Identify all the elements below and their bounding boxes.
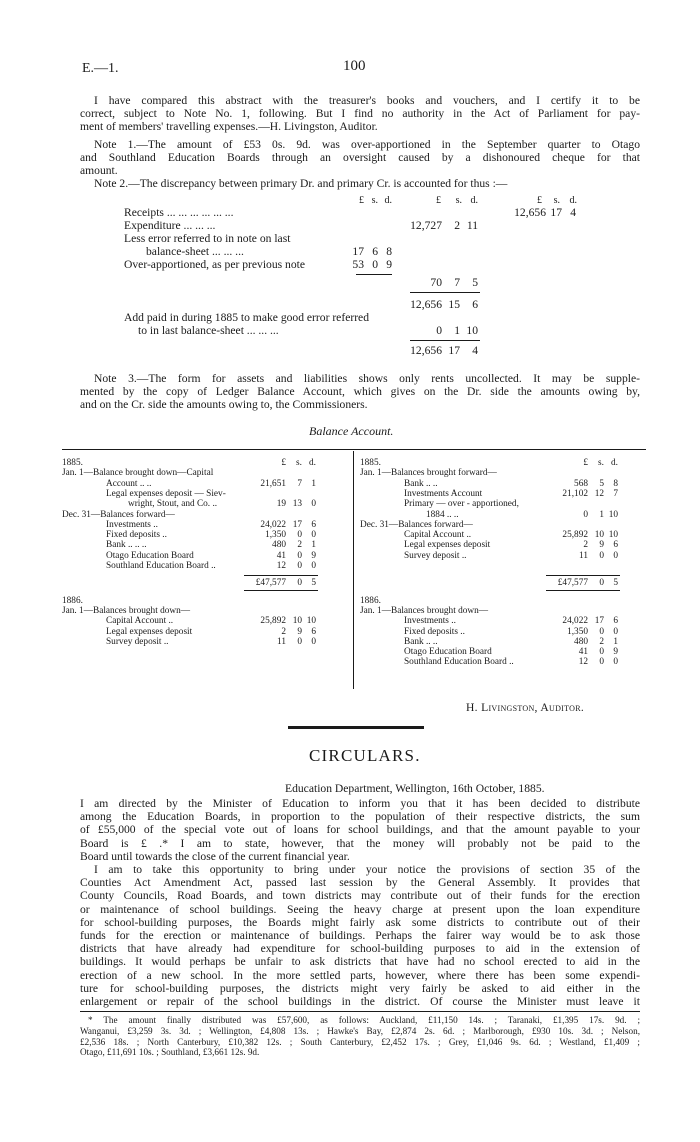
signature-text: H. Livingston, Auditor. xyxy=(466,701,585,714)
ledger-row xyxy=(62,616,349,626)
amount-shillings: 0 xyxy=(297,636,302,647)
ledger-row xyxy=(62,458,349,468)
col-pounds: £ xyxy=(436,195,441,206)
amount-shillings: 17 xyxy=(448,344,460,357)
entry-label: Otago Education Board xyxy=(404,647,492,658)
amount-shillings: 10 xyxy=(594,530,604,541)
ledger-row xyxy=(62,596,349,606)
paragraph-line: I am directed by the Minister of Education to inform you that it has been decided to distribute xyxy=(80,797,640,810)
amount-pence: 6 xyxy=(472,298,478,311)
amount-shillings: 6 xyxy=(372,245,378,258)
col-shillings: s. xyxy=(371,195,378,206)
ledger-rule xyxy=(244,575,318,576)
amount-pounds: £47,577 xyxy=(255,578,286,589)
amount-shillings: 2 xyxy=(454,219,460,232)
ledger-row xyxy=(360,540,646,550)
paragraph-line: for school-building purposes, the Boards might fairly ask some districts to contribute out of their xyxy=(80,915,640,929)
paragraph-line: I am to take this opportunity to bring under your notice the provisions of section 35 of the xyxy=(94,863,640,876)
entry-label: Investments Account xyxy=(404,488,483,499)
amount-pounds: 21,651 xyxy=(260,478,286,489)
paragraph-line: and on the Cr. side the amounts owing to, the Commissioners. xyxy=(80,398,368,412)
amount-shillings: 10 xyxy=(292,616,302,627)
paragraph-line: I have compared this abstract with the treasurer's books and vouchers, and I certify it to be xyxy=(94,94,640,107)
paragraph-line: buildings. It would perhaps be unfair to ask districts that have had no school erected to aid in the xyxy=(80,955,640,969)
row-label: Add paid in during 1885 to make good error referred xyxy=(124,311,370,324)
amount-pence: 9 xyxy=(386,258,392,271)
amount-shillings: 7 xyxy=(297,478,302,489)
circular-paragraph-1 xyxy=(80,797,640,863)
amount-pounds: 568 xyxy=(574,478,588,489)
ledger-row xyxy=(62,530,349,540)
amount-shillings: 17 xyxy=(292,519,302,530)
amount-pence: 1 xyxy=(311,478,316,489)
entry-label: 1886. xyxy=(360,595,381,606)
amount-shillings: 12 xyxy=(594,488,604,499)
col-pounds: £ xyxy=(359,195,364,206)
amount-pence: 8 xyxy=(386,245,392,258)
entry-label: wright, Stout, and Co. .. xyxy=(128,499,218,510)
amount-shillings: 0 xyxy=(297,530,302,541)
ledger-row xyxy=(360,551,646,561)
amount-shillings: 9 xyxy=(297,626,302,637)
less-error-row xyxy=(124,232,290,245)
ledger-total xyxy=(360,578,646,588)
amount-shillings: s. xyxy=(296,458,302,468)
section-divider xyxy=(288,726,424,729)
ledger-row xyxy=(360,647,646,657)
footnote-line: Wanganui, £3,259 3s. 3d. ; Wellington, £4,808 13s. ; Hawke's Bay, £2,874 2s. 6d. ; Marlborough, £930 10s. 3d. ; Nelson, xyxy=(80,1025,640,1036)
circulars-heading: CIRCULARS. xyxy=(309,746,421,765)
amount-pence: 0 xyxy=(613,626,618,637)
amount-pence: 0 xyxy=(311,499,316,510)
col-pence: d. xyxy=(569,195,577,206)
receipts-row xyxy=(124,206,644,219)
entry-label: Bank .. .. .. xyxy=(106,540,147,551)
entry-label: Bank .. .. xyxy=(404,636,438,647)
row-label: Expenditure ... ... ... xyxy=(124,219,216,232)
amount-pence: 4 xyxy=(472,344,478,357)
amount-shillings: 1 xyxy=(599,509,604,520)
row-label: Over-apportioned, as per previous note xyxy=(124,258,306,271)
amount-pounds: 24,022 xyxy=(260,519,286,530)
paragraph-line: Counties Act Amendment Act, passed last session by the General Assembly. It provides that xyxy=(80,876,640,890)
paragraph-line: ment of members' travelling expenses.—H. Livingston, Auditor. xyxy=(80,120,378,134)
footnote-line: * The amount finally distributed was £57,600, as follows: Auckland, £11,150 14s. ; Taranaki, £1,395 17s. 9d. ; xyxy=(88,1015,640,1025)
amount-shillings: 17 xyxy=(594,616,604,627)
amount-pence: 0 xyxy=(311,636,316,647)
amount-pence: 6 xyxy=(613,540,618,551)
ledger-row xyxy=(360,479,646,489)
paragraph-line: funds for the erection or maintenance of buildings. Perhaps the fairer way would be to ask those xyxy=(80,928,640,942)
amount-shillings: 0 xyxy=(599,550,604,561)
ledger-rule xyxy=(546,575,620,576)
entry-label: Legal expenses deposit — Siev- xyxy=(106,488,226,499)
paragraph-line: or maintenance of school buildings. Seeing the heavy charge at present upon the loan expenditure xyxy=(80,902,640,916)
amount-pounds: 25,892 xyxy=(260,616,286,627)
note-2-calculation xyxy=(124,194,644,364)
ledger-rule xyxy=(546,590,620,591)
note-2-intro xyxy=(80,177,640,190)
col-pounds: £ xyxy=(537,195,542,206)
amount-pounds: 17 xyxy=(352,245,364,258)
amount-pounds: 0 xyxy=(436,324,442,337)
paragraph-line: districts that have already had expenditure for school-building purposes to aid in the extension of xyxy=(80,942,640,956)
amount-pounds: 12,727 xyxy=(410,219,442,232)
ledger-row xyxy=(62,561,349,571)
ledger-row xyxy=(360,499,646,509)
subtotal-row xyxy=(124,276,644,289)
amount-pence: 8 xyxy=(613,478,618,489)
amount-pence: 5 xyxy=(613,578,618,589)
paragraph-line: Note 3.—The form for assets and liabilities shows only rents uncollected. It may be supple- xyxy=(94,372,640,385)
amount-pence: 10 xyxy=(306,616,316,627)
row-label: to in last balance-sheet ... ... ... xyxy=(138,324,279,337)
expenditure-row xyxy=(124,219,644,232)
entry-label: Fixed deposits .. xyxy=(404,626,465,637)
ledger-row xyxy=(62,489,349,499)
entry-label: Capital Account .. xyxy=(404,530,472,541)
paragraph-line: ture for school-building purposes, the districts might very fairly be asked to aid either in the xyxy=(80,981,640,995)
amount-pounds: 480 xyxy=(574,636,588,647)
amount-pounds: 1,350 xyxy=(567,626,588,637)
amount-pounds: £ xyxy=(583,458,588,468)
entry-label: Jan. 1—Balances brought down— xyxy=(360,605,489,616)
amount-pounds: 12 xyxy=(578,657,588,668)
sum-rule xyxy=(356,274,392,275)
amount-pence: 5 xyxy=(311,578,316,589)
col-pence: d. xyxy=(470,195,478,206)
paragraph-line: among the Education Boards, in proportion to the population of their respective districts, the sum xyxy=(80,810,640,824)
footnote-line: Otago, £11,691 10s. ; Southland, £3,661 12s. 9d. xyxy=(80,1047,260,1058)
amount-shillings: 0 xyxy=(599,578,604,589)
paragraph-line: County Councils, Road Boards, and town districts may contribute out of their funds for the erection xyxy=(80,889,640,903)
ledger-row xyxy=(360,458,646,468)
amount-pence: 1 xyxy=(613,636,618,647)
entry-label: Account .. .. xyxy=(106,478,152,489)
ledger-row xyxy=(360,637,646,647)
ledger-row xyxy=(62,606,349,616)
ledger-rule xyxy=(244,590,318,591)
amount-shillings: 2 xyxy=(599,636,604,647)
ledger-row xyxy=(360,606,646,616)
amount-shillings: 13 xyxy=(292,499,302,510)
ledger-row xyxy=(360,657,646,667)
paragraph-line: Board is £ .* I am to state, however, that the money will probably not be paid to the xyxy=(80,836,640,850)
entry-label: 1885. xyxy=(360,458,381,468)
note-1 xyxy=(80,138,640,178)
amount-shillings: 2 xyxy=(297,540,302,551)
amount-pence: 6 xyxy=(311,626,316,637)
ledger-row xyxy=(62,627,349,637)
ledger-row xyxy=(62,551,349,561)
balance-account-title: Balance Account. xyxy=(309,424,394,438)
amount-shillings: 5 xyxy=(599,478,604,489)
row-label: Less error referred to in note on last xyxy=(124,232,291,245)
sum-rule xyxy=(410,292,480,293)
amount-pence: 9 xyxy=(311,550,316,561)
amount-pence: 0 xyxy=(311,561,316,571)
amount-pence: 6 xyxy=(613,616,618,627)
amount-pounds: 12,656 xyxy=(514,206,546,219)
footnote xyxy=(80,1015,640,1058)
ledger-row xyxy=(360,596,646,606)
entry-label: Dec. 31—Balances forward— xyxy=(62,509,175,520)
amount-pounds: 41 xyxy=(276,550,286,561)
entry-label: Otago Education Board xyxy=(106,550,194,561)
amount-shillings: 0 xyxy=(372,258,378,271)
ledger-row xyxy=(62,499,349,509)
entry-label: Legal expenses deposit xyxy=(106,626,193,637)
amount-pounds: 12,656 xyxy=(410,298,442,311)
col-shillings: s. xyxy=(455,195,462,206)
footnote-line: £2,536 18s. ; North Canterbury, £10,382 12s. ; South Canterbury, £2,452 17s. ; Grey, £1,046 9s. 6d. ; Westland, £1,409 ; xyxy=(80,1036,640,1047)
ledger-total xyxy=(62,578,349,588)
row-label: balance-sheet ... ... ... xyxy=(146,245,244,258)
circular-dateline: Education Department, Wellington, 16th October, 1885. xyxy=(285,782,545,795)
amount-pounds: £ xyxy=(281,458,286,468)
amount-pence: d. xyxy=(309,458,316,468)
amount-shillings: 1 xyxy=(454,324,460,337)
ledger-row xyxy=(62,637,349,647)
entry-label: Jan. 1—Balance brought down—Capital xyxy=(62,468,214,479)
footnote-rule xyxy=(80,1011,640,1012)
amount-shillings: 0 xyxy=(297,561,302,571)
paragraph-line: Note 1.—The amount of £53 0s. 9d. was over-apportioned in the September quarter to Otago xyxy=(94,138,640,151)
ledger-row xyxy=(360,510,646,520)
amount-pounds: 41 xyxy=(578,647,588,658)
entry-label: Jan. 1—Balances brought down— xyxy=(62,605,191,616)
entry-label: Survey deposit .. xyxy=(404,550,467,561)
amount-pounds: 70 xyxy=(430,276,442,289)
amount-shillings: 15 xyxy=(448,298,460,311)
entry-label: Bank .. .. xyxy=(404,478,438,489)
entry-label: Primary — over - apportioned, xyxy=(404,499,519,510)
amount-pounds: 12 xyxy=(276,561,286,571)
entry-label: 1884 .. .. xyxy=(426,509,459,520)
amount-pounds: 53 xyxy=(352,258,364,271)
ledger-row xyxy=(360,530,646,540)
paragraph-line: correct, subject to Note No. 1, following. But I find no authority in the Act of Parliament for pay- xyxy=(80,107,640,121)
paragraph-line: enlargement or repair of the school buildings in the district. Of course the Minister must leave it xyxy=(80,994,640,1008)
paragraph-line: amount. xyxy=(80,164,118,178)
amount-pounds: 480 xyxy=(272,540,286,551)
amount-pence: 0 xyxy=(613,657,618,668)
section-label: E.—1. xyxy=(82,61,119,76)
amount-shillings: 0 xyxy=(599,657,604,668)
amount-pounds: 24,022 xyxy=(562,616,588,627)
sum-rule xyxy=(410,340,480,341)
amount-pounds: 19 xyxy=(276,499,286,510)
entry-label: Survey deposit .. xyxy=(106,636,169,647)
entry-label: Dec. 31—Balances forward— xyxy=(360,519,473,530)
amount-pence: 9 xyxy=(613,647,618,658)
page-number: 100 xyxy=(343,58,366,74)
entry-label: Capital Account .. xyxy=(106,616,174,627)
amount-shillings: 17 xyxy=(550,206,562,219)
circular-paragraph-2 xyxy=(80,863,640,1008)
amount-pence: 0 xyxy=(613,550,618,561)
auditor-signature xyxy=(466,701,584,714)
amount-pounds: 21,102 xyxy=(562,488,588,499)
amount-pence: 5 xyxy=(472,276,478,289)
paragraph-line: Note 2.—The discrepancy between primary Dr. and primary Cr. is accounted for thus :— xyxy=(94,177,508,190)
over-apportioned-row xyxy=(124,258,644,271)
amount-pence: 10 xyxy=(466,324,478,337)
ledger-row xyxy=(62,540,349,550)
paragraph-line: and Southland Education Boards through an oversight caused by a dishonoured cheque for that xyxy=(80,151,640,165)
ledger-row xyxy=(62,510,349,520)
amount-pounds: 2 xyxy=(583,540,588,551)
ledger-row xyxy=(360,468,646,478)
row-label: Receipts ... ... ... ... ... ... xyxy=(124,206,234,219)
entry-label: Southland Education Board .. xyxy=(404,657,514,668)
ledger-row xyxy=(360,616,646,626)
amount-pence: 1 xyxy=(311,540,316,551)
amount-shillings: s. xyxy=(598,458,604,468)
amount-shillings: 0 xyxy=(599,626,604,637)
amount-pence: 11 xyxy=(466,219,478,232)
entry-label: Jan. 1—Balances brought forward— xyxy=(360,468,497,479)
paragraph-line: Board until towards the close of the current financial year. xyxy=(80,849,350,863)
amount-pounds: 11 xyxy=(277,636,286,647)
paragraph-line: erection of a new school. In the more settled parts, however, where there has been some expendi- xyxy=(80,968,640,982)
amount-shillings: 9 xyxy=(599,540,604,551)
entry-label: Southland Education Board .. xyxy=(106,561,216,571)
entry-label: Fixed deposits .. xyxy=(106,530,167,541)
amount-pounds: £47,577 xyxy=(557,578,588,589)
amount-pence: 4 xyxy=(570,206,576,219)
total-row xyxy=(124,344,644,357)
amount-pounds: 1,350 xyxy=(265,530,286,541)
amount-shillings: 0 xyxy=(297,550,302,561)
entry-label: 1885. xyxy=(62,458,83,468)
ledger-row xyxy=(360,489,646,499)
amount-pence: 0 xyxy=(311,530,316,541)
note-3 xyxy=(80,372,640,412)
entry-label: Legal expenses deposit xyxy=(404,540,491,551)
amount-pence: 7 xyxy=(613,488,618,499)
ledger-row xyxy=(360,520,646,530)
amount-pence: 10 xyxy=(608,509,618,520)
amount-pounds: 25,892 xyxy=(562,530,588,541)
less-error-row-cont xyxy=(124,245,644,258)
amount-pounds: 2 xyxy=(281,626,286,637)
ledger-row xyxy=(360,627,646,637)
paragraph-line: mented by the copy of Ledger Balance Account, which gives on the Dr. side the amounts owing by, xyxy=(80,385,640,399)
amount-pence: 6 xyxy=(311,519,316,530)
amount-shillings: 0 xyxy=(599,647,604,658)
entry-label: Investments .. xyxy=(404,616,456,627)
ledger-row xyxy=(62,468,349,478)
entry-label: Investments .. xyxy=(106,519,158,530)
amount-pounds: 0 xyxy=(583,509,588,520)
paragraph-line: of £55,000 of the special vote out of loans for school buildings, and that the amount payable to your xyxy=(80,823,640,837)
add-paid-row-cont xyxy=(124,324,644,337)
auditor-statement xyxy=(80,94,640,134)
amount-pence: 10 xyxy=(608,530,618,541)
col-shillings: s. xyxy=(553,195,560,206)
add-paid-row xyxy=(124,311,369,324)
ledger-row xyxy=(62,479,349,489)
table-top-rule xyxy=(62,449,646,450)
amount-shillings: 0 xyxy=(297,578,302,589)
table-center-rule xyxy=(353,451,354,689)
amount-pence: d. xyxy=(611,458,618,468)
balance-debit-side xyxy=(62,458,349,690)
amount-shillings: 7 xyxy=(454,276,460,289)
entry-label: 1886. xyxy=(62,595,83,606)
amount-pounds: 12,656 xyxy=(410,344,442,357)
balance-credit-side xyxy=(360,458,646,690)
ledger-row xyxy=(62,520,349,530)
amount-pounds: 11 xyxy=(579,550,588,561)
balance-row xyxy=(124,298,644,311)
col-pence: d. xyxy=(384,195,392,206)
